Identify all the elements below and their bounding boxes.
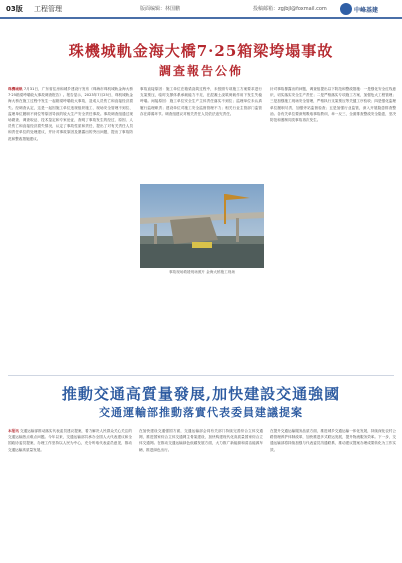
article2-col3-text: 在提升交通运输服务品质方面，推进城乡交通运输一体化发展，持续深化农村公路管理养护体制改革，加快推进多式联运发展，提升物流服务效率。下一步，交通运输部将持续加强与代表委员沟通联系，推动建议提案办理成果转化为工作实效。 [270,429,396,452]
article1-column-1 [8,86,133,142]
article2-col1-text: 交通运输部推动落实代表委员建议提案，着力解决人民群众关心关注的交通运输热点难点问题。今年以来，交通运输部共承办全国人大代表建议和全国政协委员提案，办理工作坚持以人民为中心，充分听取代表委员意见，推动交通运输高质量发展。 [8,429,132,452]
article1-column-3 [270,86,396,123]
article2-column-2 [139,428,263,453]
page-header [0,0,402,20]
contribution-email: 投稿邮箱：zgjbjl@foxmail.com [253,6,327,12]
article1-lead: 珠機城軌 [8,87,23,91]
photo-caption: 事故现场救援现场照片 金海大桥施工现场 [169,270,235,274]
article1-col3-text: 针对事故暴露出的问题，调查组提出以下防范和整改措施：一是强化安全红线意识，切实落实安全生产责任；二是严格落实专项施工方案，加强危大工程管理；三是加强施工现场安全管理，严格执行支架预压等关键工序验收；四是强化监理单位履职尽责，加强旁站监督检查；五是加强行业监管，深入开展隐患排查整治。各有关单位要深刻吸取事故教训，举一反三，全面排查整改安全隐患，坚决防范和遏制同类事故再次发生。 [270,87,396,123]
editor-credit: 版面编辑：林国鹏 [140,6,181,12]
article1-subtitle: 調查報告公佈 [158,64,243,78]
newspaper-logo [340,2,398,16]
article1-col1-text: 7月31日，广东省住房和城乡建设厅发布《珠海市珠机城轨金海大桥7·25箱梁垮塌较大事故调查报告》。报告显示，2023年7月25日，珠机城轨金海大桥在施工过程中发生一起箱梁垮塌较大事故，造成人员伤亡和直接经济损失。经调查认定，这是一起因施工单位违规组织施工、现场安全管理不到位、监理单位履职不到位等原因导致的较大生产安全责任事故。事故调查组通过现场勘查、调查取证、技术鉴定和专家论证，查明了事故发生的经过、原因、人员伤亡和直接经济损失情况，认定了事故性质和责任，提出了对有关责任人员和责任单位的处理建议，并针对事故原因及暴露出的突出问题，提出了事故防范和整改措施建议。 [8,87,133,141]
article2-column-1 [8,428,132,453]
article2-column-3 [270,428,396,453]
article1-col2-text: 事故直接原因：施工单位在箱梁浇筑过程中，未按照专项施工方案要求进行支架预压，临时支撑体系承载能力不足，在混凝土浇筑荷载作用下发生失稳垮塌。间接原因：施工单位安全生产主体责任落实不到位；监理单位未认真履行监理职责；建设单位对施工安全监督管理不力；相关行业主管部门监管存在薄弱环节。调查组建议对相关责任人员依法追究责任。 [140,87,262,116]
accident-scene-photo [140,184,264,268]
article-divider [8,375,394,376]
article2-lead: 本报讯 [8,429,19,433]
header-rule [0,17,402,19]
section-name: 工程管理 [34,5,62,13]
article2-col2-text: 在加快建设交通强国方面，交通运输部会同有关部门持续完善综合立体交通网，推进国家综合立体交通网主骨架建设，加快构建现代化高质量国家综合立体交通网。在推动交通运输绿色低碳发展方面，大力推广新能源和清洁能源车辆，推进绿色出行。 [139,429,263,452]
article1-title: 珠機城軌金海大橋7·25箱梁垮塌事故 [68,42,334,60]
article2-subtitle: 交通運輸部推動落實代表委員建議提案 [99,406,303,419]
logo-mark-icon [340,3,352,15]
page-number: 03版 [6,5,23,13]
logo-text: 中峰基建 [354,7,379,14]
article2-title: 推動交通高質量發展,加快建設交通強國 [61,385,341,403]
article1-column-2 [140,86,262,117]
